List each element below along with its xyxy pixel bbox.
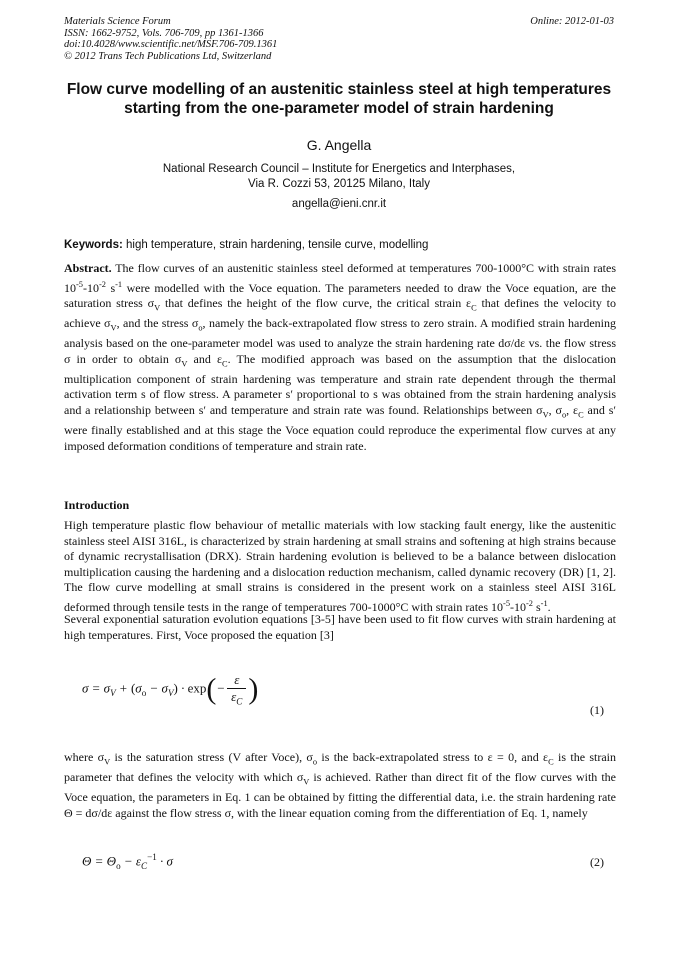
intro-text: . (547, 599, 551, 614)
exponent: -1 (540, 598, 548, 608)
equation-1-number: (1) (590, 703, 604, 717)
subscript: o (561, 410, 567, 420)
affiliation-line-2: Via R. Cozzi 53, 20125 Milano, Italy (248, 178, 430, 190)
subscript: V (154, 303, 161, 313)
exponent: -5 (503, 598, 511, 608)
keywords-label: Keywords: (64, 239, 123, 251)
exponent: -2 (526, 598, 533, 608)
subscript: C (222, 359, 228, 369)
author-email: angella@ieni.cnr.it (291, 198, 387, 210)
abstract-label: Abstract. (64, 261, 112, 275)
exponent: -5 (76, 279, 83, 289)
subscript: o (198, 323, 203, 333)
intro-paragraph-1 (64, 518, 616, 616)
abstract-text: . The modified approach was based on the assumption that the dislocation multiplication component of strain hardening was temperature and strain rate dependent through the thermal activation term s of flow stress. A parameter s′ proportional to s was obtained from the strain hardening analysis and a relationship between s′ and temperature and strain rate was found. Relationships between σ (64, 351, 616, 417)
subscript: V (181, 359, 188, 369)
paper-title: Flow curve modelling of an austenitic stainless steel at high temperatures starting from the one-parameter model of strain hardening (66, 81, 612, 117)
journal-name: Materials Science Forum (64, 16, 171, 27)
equation-2-number: (2) (590, 855, 604, 869)
affiliation (0, 162, 678, 192)
intro-text: is achieved. Rather than direct fit of the flow curves with the Voce equation, the parameters in Eq. 1 can be obtained by fitting the differential data, i.e. the strain hardening rate Θ = dσ/dε against the flow stress σ, with the linear equation coming from the differentiation of Eq. 1, namely (64, 769, 616, 820)
abstract-text: that defines the velocity to achieve σ (64, 296, 616, 331)
intro-text: where σ (64, 750, 105, 764)
intro-text: is the saturation stress (V after Voce), σ (110, 750, 313, 764)
abstract-text: that defines the height of the flow curve, the critical strain ε (160, 296, 472, 311)
abstract-text: and ε (187, 351, 223, 366)
intro-paragraph-3 (64, 750, 616, 821)
abstract-text: and s′ were finally established and at this stage the Voce equation could reproduce the experimental flow curves at any imposed deformation conditions of temperature and strain rate. (64, 402, 617, 453)
keywords-text: high temperature, strain hardening, tensile curve, modelling (122, 239, 429, 251)
subscript: V (303, 777, 310, 787)
author-name: G. Angella (306, 137, 372, 153)
abstract-text: , and the stress σ (116, 316, 199, 331)
abstract (64, 261, 616, 454)
intro-paragraph-2: Several exponential saturation evolution equations [3-5] have been used to fit flow curves with strain hardening at high temperatures. First, Voce proposed the equation [3] (64, 612, 616, 642)
abstract-text: , namely the back-extrapolated flow stress to zero strain. A modified strain hardening analysis based on the one-parameter model was used to analyze the strain hardening rate dσ/dε vs. the flow stress σ in order to obtain σ (64, 316, 617, 366)
intro-text: -10 (510, 599, 527, 614)
exponent: -2 (98, 279, 106, 289)
abstract-text: s (105, 280, 116, 295)
abstract-text: were modelled with the Voce equation. The parameters needed to draw the Voce equation, are the saturation stress σ (64, 280, 617, 311)
online-date: Online: 2012-01-03 (530, 16, 614, 27)
equation-2: $\Theta = \Theta_o - \varepsilon_C^{-1} \cdot \sigma$ (82, 852, 173, 871)
keywords (64, 239, 616, 251)
subscript: V (542, 410, 549, 420)
affiliation-line-1: National Research Council – Institute for Energetics and Interphases, (162, 163, 516, 175)
abstract-text: , ε (566, 402, 579, 417)
intro-text: is the back-extrapolated stress to ε = 0, and ε (317, 750, 549, 764)
subscript: V (110, 323, 117, 333)
subscript: o (312, 757, 318, 767)
subscript: C (548, 757, 554, 767)
abstract-text: , σ (548, 402, 562, 417)
doi: doi:10.4028/www.scientific.net/MSF.706-709.1361 (64, 39, 278, 50)
equation-1: $\sigma = \sigma_V + (\sigma_o - \sigma_V) \cdot \exp(-$ $\frac{\varepsilon}{\varepsilon_C}$ ) (82, 672, 259, 707)
copyright: © 2012 Trans Tech Publications Ltd, Switzerland (64, 50, 272, 62)
journal-header (64, 16, 277, 62)
section-heading-introduction: Introduction (64, 498, 130, 512)
issn: ISSN: 1662-9752, Vols. 706-709, pp 1361-1366 (64, 27, 264, 39)
subscript: C (578, 410, 584, 420)
intro-text: High temperature plastic flow behaviour of metallic materials with low stacking fault energy, like the austenitic stainless steel AISI 316L, is characterized by strain hardening at small strains and softening at high strains because of dynamic recrystallisation (DRX). Strain hardening evolution is believed to be a balance between dislocation multiplication causing the hardening and a dislocation reduction mechanism, called dynamic recovery (DR) [1, 2]. The flow curve modelling at small strains is considered in the present work on a stainless steel AISI 316L deformed through tensile tests in the range of temperatures 700-1000°C with strain rates 10 (64, 518, 616, 614)
abstract-text: The flow curves of an austenitic stainless steel deformed at temperatures 700-1000°C with strain rates 10 (64, 261, 616, 295)
intro-text: is the strain parameter that defines the velocity with which σ (64, 750, 617, 784)
subscript: V (104, 757, 111, 767)
subscript: C (471, 303, 477, 313)
intro-text: s (533, 599, 541, 614)
exponent: -1 (115, 279, 123, 289)
abstract-text: -10 (82, 280, 99, 295)
